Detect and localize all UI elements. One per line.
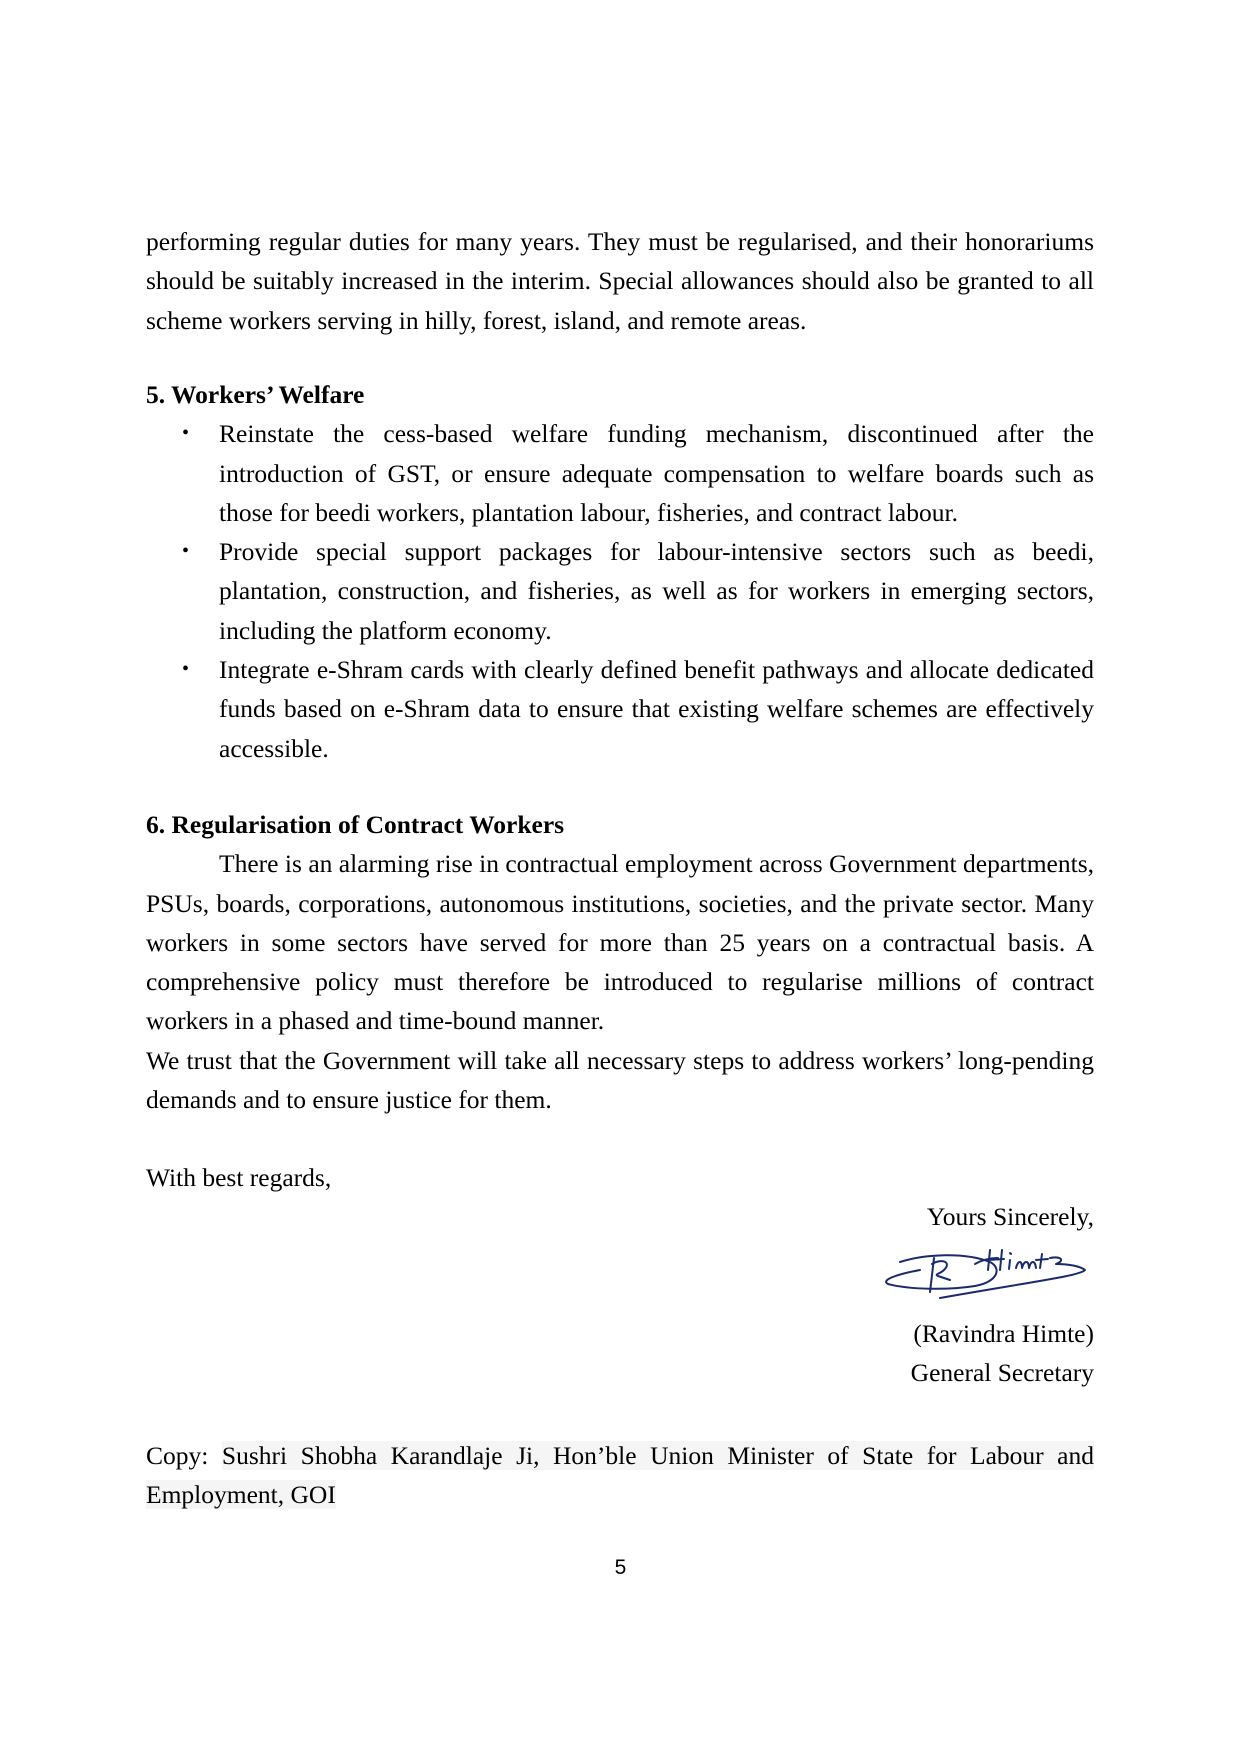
- copy-recipient-cont: Employment, GOI: [146, 1480, 336, 1510]
- valediction: Yours Sincerely,: [926, 1202, 1094, 1232]
- section-heading: 6. Regularisation of Contract Workers: [146, 810, 565, 839]
- copy-to: [146, 1436, 1094, 1515]
- sign-off: [146, 1158, 1094, 1237]
- signatory: [146, 1314, 1094, 1393]
- section-heading: 5. Workers’ Welfare: [146, 380, 365, 409]
- greeting: With best regards,: [146, 1163, 332, 1192]
- section-paragraph: There is an alarming rise in contractual employment across Government departments, PSUs, boards, corporations, autonomous institutions, societies, and the private sector. Many workers in some sectors have served for more than 25 years on a contractual basis. A comprehensive policy must therefore be introduced to regularise millions of contract workers in a phased and time-bound manner.: [146, 849, 1094, 1036]
- signature-stroke: [1016, 1262, 1036, 1268]
- welfare-list: [146, 414, 1094, 768]
- copy-label: Copy:: [146, 1441, 209, 1470]
- page-number: 5: [614, 1556, 627, 1579]
- list-item: • Provide special support packages for labour-intensive sectors such as beedi, plantation, construction, and fisheries, as well as for workers in emerging sectors, including the platform economy.: [146, 532, 1094, 650]
- section-workers-welfare: [146, 375, 1094, 768]
- signatory-title: General Secretary: [910, 1358, 1094, 1388]
- signatory-name: (Ravindra Himte): [913, 1319, 1094, 1348]
- closing-paragraph: We trust that the Government will take all necessary steps to address workers’ long-pending demands and to ensure justice for them.: [146, 1045, 1094, 1115]
- bullet-icon: •: [182, 658, 190, 681]
- bullet-icon: •: [182, 422, 190, 445]
- list-item: • Integrate e-Shram cards with clearly defined benefit pathways and allocate dedicated funds based on e-Shram data to ensure that existing welfare schemes are effectively accessible.: [146, 650, 1094, 768]
- section-contract-workers: [146, 805, 1094, 1119]
- list-item: • Reinstate the cess-based welfare funding mechanism, discontinued after the introduction of GST, or ensure adequate compensation to welfare boards such as those for beedi workers, plantation labour, fisheries, and contract labour.: [146, 414, 1094, 532]
- signature-stroke: [1009, 1253, 1011, 1269]
- signature-stroke: [940, 1257, 1085, 1298]
- intro-paragraph: performing regular duties for many years. They must be regularised, and their honorariums should be suitably increased in the interim. Special allowances should also be granted to all scheme workers serving in hilly, forest, island, and remote areas.: [146, 227, 1094, 335]
- signature-stroke: [1036, 1254, 1048, 1268]
- bullet-icon: •: [182, 540, 190, 563]
- copy-recipient: Sushri Shobha Karandlaje Ji, Hon’ble Union Minister of State for Labour and: [221, 1441, 1095, 1470]
- signature-icon: [880, 1240, 1100, 1310]
- signature-stroke: [932, 1261, 950, 1280]
